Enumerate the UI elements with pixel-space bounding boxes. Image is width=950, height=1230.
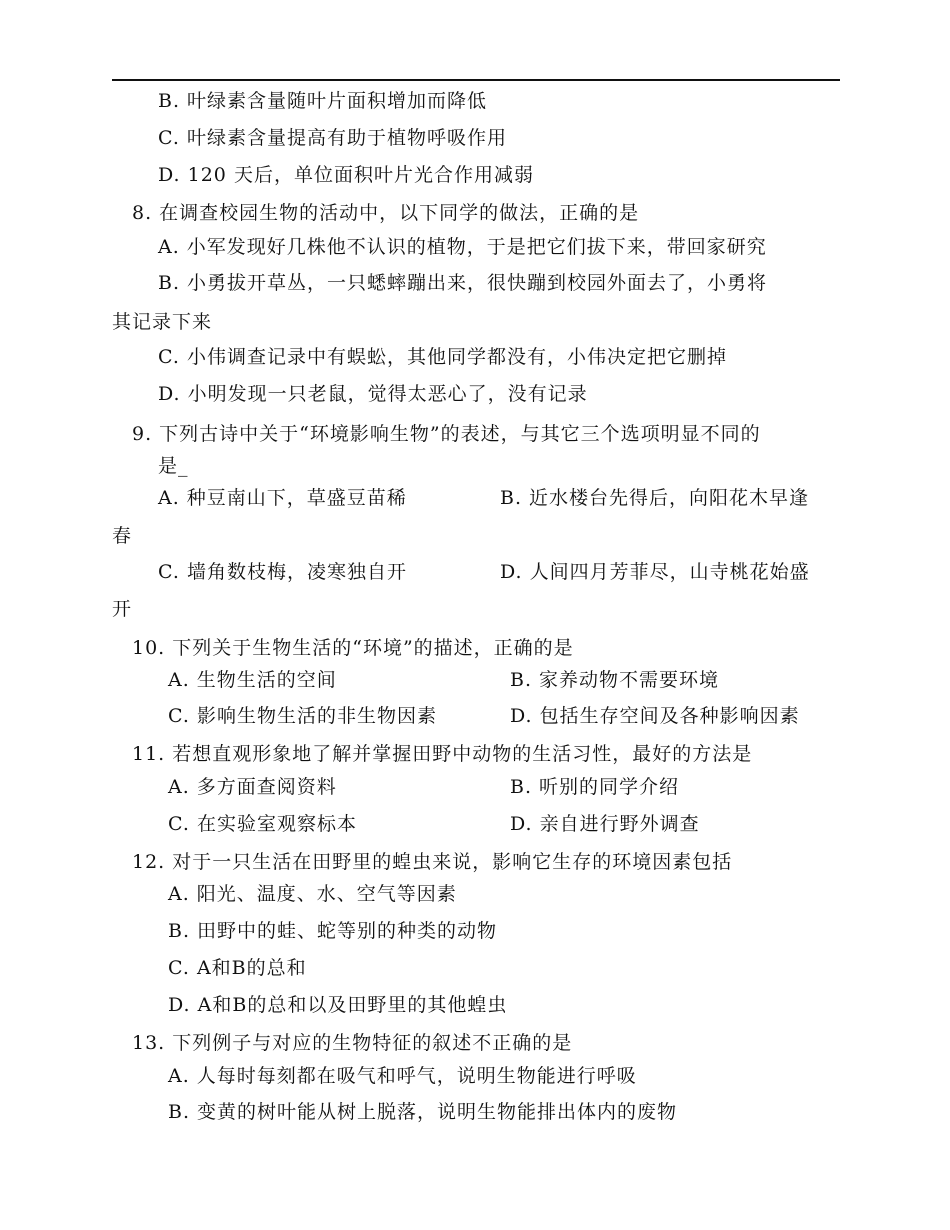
q11-stem: 11. 若想直观形象地了解并掌握田野中动物的生活习性，最好的方法是 — [132, 743, 753, 765]
q8-option-b: B. 小勇拔开草丛，一只蟋蟀蹦出来，很快蹦到校园外面去了，小勇将 — [158, 272, 768, 294]
q8-option-c: C. 小伟调查记录中有蜈蚣，其他同学都没有，小伟决定把它删掉 — [158, 346, 727, 368]
q12-option-c: C. A和B的总和 — [168, 957, 307, 979]
q9-option-b-continued: 春 — [112, 525, 133, 547]
q9-option-d: D. 人间四月芳菲尽，山寺桃花始盛 — [500, 561, 810, 583]
q8-stem: 8. 在调查校园生物的活动中，以下同学的做法，正确的是 — [132, 202, 640, 224]
q7-option-c: C. 叶绿素含量提高有助于植物呼吸作用 — [158, 127, 507, 149]
q11-option-c: C. 在实验室观察标本 — [168, 813, 357, 835]
q9-option-d-continued: 开 — [112, 598, 133, 620]
q9-option-c: C. 墙角数枝梅，凌寒独自开 — [158, 561, 407, 583]
q7-option-d: D. 120 天后，单位面积叶片光合作用减弱 — [158, 164, 534, 186]
q13-stem: 13. 下列例子与对应的生物特征的叙述不正确的是 — [132, 1032, 573, 1054]
q8-option-d: D. 小明发现一只老鼠，觉得太恶心了，没有记录 — [158, 383, 588, 405]
q10-stem: 10. 下列关于生物生活的“环境”的描述，正确的是 — [132, 637, 574, 659]
q13-option-a: A. 人每时每刻都在吸气和呼气，说明生物能进行呼吸 — [168, 1065, 637, 1087]
q8-option-b-continued: 其记录下来 — [112, 311, 213, 333]
q10-option-c: C. 影响生物生活的非生物因素 — [168, 705, 437, 727]
q10-option-a: A. 生物生活的空间 — [168, 669, 337, 691]
q11-option-b: B. 听别的同学介绍 — [510, 776, 680, 798]
q11-option-a: A. 多方面查阅资料 — [168, 776, 337, 798]
q12-option-b: B. 田野中的蛙、蛇等别的种类的动物 — [168, 920, 498, 942]
q12-option-a: A. 阳光、温度、水、空气等因素 — [168, 883, 457, 905]
q10-option-b: B. 家养动物不需要环境 — [510, 669, 720, 691]
q9-stem: 9. 下列古诗中关于“环境影响生物”的表述，与其它三个选项明显不同的 — [132, 423, 761, 445]
q9-option-b: B. 近水楼台先得后，向阳花木早逢 — [500, 487, 810, 509]
q11-option-d: D. 亲自进行野外调查 — [510, 813, 700, 835]
header-rule — [112, 79, 840, 81]
q12-stem: 12. 对于一只生活在田野里的蝗虫来说，影响它生存的环境因素包括 — [132, 851, 733, 873]
q9-stem-continued: 是_ — [158, 455, 189, 477]
q7-option-b: B. 叶绿素含量随叶片面积增加而降低 — [158, 90, 488, 112]
q10-option-d: D. 包括生存空间及各种影响因素 — [510, 705, 800, 727]
q12-option-d: D. A和B的总和以及田野里的其他蝗虫 — [168, 994, 508, 1016]
q9-option-a: A. 种豆南山下，草盛豆苗稀 — [158, 487, 407, 509]
q13-option-b: B. 变黄的树叶能从树上脱落，说明生物能排出体内的废物 — [168, 1101, 678, 1123]
q8-option-a: A. 小军发现好几株他不认识的植物，于是把它们拔下来，带回家研究 — [158, 236, 767, 258]
